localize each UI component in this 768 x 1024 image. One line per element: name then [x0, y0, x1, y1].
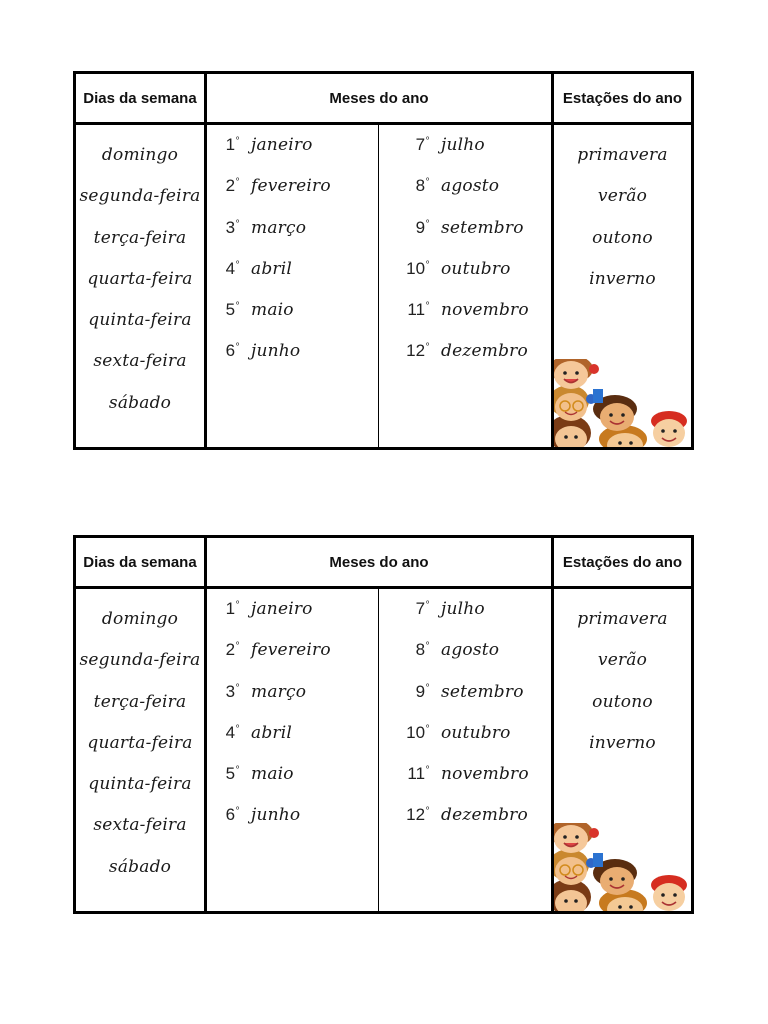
day-item: sábado	[108, 392, 172, 413]
month-number-value: 5	[225, 764, 236, 784]
month-number	[379, 682, 429, 702]
month-number	[207, 176, 239, 196]
season-item: inverno	[589, 268, 656, 289]
month-item	[379, 801, 551, 842]
month-number	[379, 300, 429, 320]
month-number-value: 2	[225, 176, 236, 196]
month-number	[379, 723, 429, 743]
children-faces-illustration	[554, 823, 691, 911]
month-name: agosto	[441, 640, 500, 661]
month-number	[379, 640, 429, 660]
month-number	[207, 259, 239, 279]
calendar-card-bottom	[73, 535, 694, 914]
months-first-half	[207, 125, 379, 447]
ordinal-marker: º	[426, 722, 429, 732]
month-name: setembro	[441, 217, 524, 238]
season-item: outono	[592, 691, 653, 712]
month-name: fevereiro	[251, 176, 331, 197]
month-number	[207, 640, 239, 660]
month-name: março	[251, 681, 307, 702]
header-months: Meses do ano	[207, 74, 554, 125]
month-name: outubro	[441, 722, 511, 743]
header-days: Dias da semana	[76, 74, 207, 125]
calendar-card-top	[73, 71, 694, 450]
day-item: sexta-feira	[93, 351, 187, 372]
month-item	[379, 760, 551, 801]
month-item	[207, 678, 378, 719]
month-item	[207, 760, 378, 801]
month-number-value: 9	[415, 217, 426, 237]
seasons-list	[554, 603, 691, 768]
month-item	[379, 719, 551, 760]
month-number-value: 3	[225, 217, 236, 237]
ordinal-marker: º	[236, 764, 239, 774]
ordinal-marker: º	[236, 599, 239, 608]
day-item: domingo	[101, 145, 179, 165]
month-item	[379, 296, 551, 337]
day-item: sábado	[108, 856, 172, 877]
month-number-value: 7	[415, 135, 426, 154]
months-column	[207, 589, 554, 911]
month-number	[207, 723, 239, 743]
month-name: janeiro	[251, 135, 313, 155]
day-item: quarta-feira	[87, 732, 193, 753]
days-column	[76, 125, 207, 447]
season-item: verão	[597, 650, 648, 671]
month-name: maio	[251, 764, 294, 785]
month-item	[207, 801, 378, 842]
month-name: julho	[441, 135, 485, 155]
month-name: agosto	[441, 176, 500, 197]
month-number-value: 8	[415, 640, 426, 660]
children-faces-illustration	[554, 359, 691, 447]
month-name: setembro	[441, 681, 524, 702]
ordinal-marker: º	[426, 681, 429, 691]
month-item	[207, 296, 378, 337]
month-item	[207, 719, 378, 760]
month-number	[379, 259, 429, 279]
ordinal-marker: º	[426, 599, 429, 608]
months-second-half	[379, 589, 551, 911]
month-number	[207, 764, 239, 784]
ordinal-marker: º	[426, 135, 429, 144]
ordinal-marker: º	[236, 722, 239, 732]
ordinal-marker: º	[426, 300, 429, 310]
month-name: maio	[251, 300, 294, 321]
month-name: outubro	[441, 258, 511, 279]
month-number-value: 9	[415, 681, 426, 701]
month-item	[379, 678, 551, 719]
ordinal-marker: º	[426, 764, 429, 774]
month-number	[379, 218, 429, 238]
seasons-list	[554, 139, 691, 304]
month-number-value: 2	[225, 640, 236, 660]
day-item: terça-feira	[93, 691, 187, 712]
month-name: fevereiro	[251, 640, 331, 661]
months-second-half	[379, 125, 551, 447]
month-number-value: 4	[225, 722, 236, 742]
season-item: verão	[597, 186, 648, 207]
ordinal-marker: º	[236, 640, 239, 650]
month-number	[379, 176, 429, 196]
month-number	[379, 341, 429, 361]
header-seasons: Estações do ano	[554, 538, 691, 589]
month-name: novembro	[441, 300, 529, 321]
month-item	[379, 131, 551, 172]
month-number-value: 4	[225, 258, 236, 278]
month-item	[379, 337, 551, 378]
month-item	[379, 255, 551, 296]
ordinal-marker: º	[236, 805, 239, 815]
month-number-value: 10	[406, 258, 426, 278]
month-number-value: 11	[407, 764, 426, 784]
month-number	[379, 805, 429, 825]
month-number-value: 3	[225, 681, 236, 701]
ordinal-marker: º	[426, 805, 429, 815]
day-item: quarta-feira	[87, 268, 193, 289]
months-column	[207, 125, 554, 447]
month-name: março	[251, 217, 307, 238]
ordinal-marker: º	[236, 176, 239, 186]
ordinal-marker: º	[236, 300, 239, 310]
seasons-column	[554, 125, 691, 447]
month-name: junho	[251, 805, 301, 826]
ordinal-marker: º	[426, 176, 429, 186]
month-item	[207, 255, 378, 296]
month-number	[379, 764, 429, 784]
month-number	[207, 805, 239, 825]
header-months: Meses do ano	[207, 538, 554, 589]
month-number-value: 6	[225, 341, 236, 361]
months-first-half	[207, 589, 379, 911]
header-days: Dias da semana	[76, 538, 207, 589]
season-item: primavera	[577, 609, 668, 629]
month-number-value: 6	[225, 805, 236, 825]
month-number-value: 1	[225, 135, 236, 154]
day-item: sexta-feira	[93, 815, 187, 836]
ordinal-marker: º	[426, 217, 429, 227]
ordinal-marker: º	[236, 681, 239, 691]
month-number	[379, 599, 429, 619]
month-item	[379, 595, 551, 636]
month-number	[207, 599, 239, 619]
month-item	[207, 337, 378, 378]
season-item: inverno	[589, 732, 656, 753]
header-seasons: Estações do ano	[554, 74, 691, 125]
ordinal-marker: º	[236, 135, 239, 144]
month-item	[379, 172, 551, 213]
month-number-value: 5	[225, 300, 236, 320]
month-name: dezembro	[441, 341, 528, 362]
month-number-value: 8	[415, 176, 426, 196]
season-item: primavera	[577, 145, 668, 165]
month-number	[207, 218, 239, 238]
month-number-value: 10	[406, 722, 426, 742]
day-item: domingo	[101, 609, 179, 629]
month-number-value: 7	[415, 599, 426, 618]
month-number	[207, 341, 239, 361]
month-number	[207, 135, 239, 155]
month-name: junho	[251, 341, 301, 362]
ordinal-marker: º	[426, 640, 429, 650]
month-number	[207, 682, 239, 702]
month-item	[207, 131, 378, 172]
month-number-value: 12	[406, 805, 426, 825]
day-item: quinta-feira	[88, 774, 192, 795]
season-item: outono	[592, 227, 653, 248]
month-item	[207, 214, 378, 255]
month-name: novembro	[441, 764, 529, 785]
day-item: terça-feira	[93, 227, 187, 248]
ordinal-marker: º	[236, 258, 239, 268]
seasons-column	[554, 589, 691, 911]
month-number-value: 11	[407, 300, 426, 320]
month-item	[207, 595, 378, 636]
days-column	[76, 589, 207, 911]
month-number-value: 12	[406, 341, 426, 361]
day-item: segunda-feira	[79, 186, 201, 207]
month-name: julho	[441, 599, 485, 619]
month-number-value: 1	[225, 599, 236, 618]
day-item: segunda-feira	[79, 650, 201, 671]
ordinal-marker: º	[426, 258, 429, 268]
ordinal-marker: º	[236, 217, 239, 227]
month-name: dezembro	[441, 805, 528, 826]
month-name: abril	[251, 722, 293, 743]
month-item	[207, 636, 378, 677]
month-number	[379, 135, 429, 155]
ordinal-marker: º	[236, 341, 239, 351]
day-item: quinta-feira	[88, 310, 192, 331]
month-item	[379, 214, 551, 255]
month-name: janeiro	[251, 599, 313, 619]
month-item	[379, 636, 551, 677]
month-number	[207, 300, 239, 320]
month-item	[207, 172, 378, 213]
ordinal-marker: º	[426, 341, 429, 351]
month-name: abril	[251, 258, 293, 279]
